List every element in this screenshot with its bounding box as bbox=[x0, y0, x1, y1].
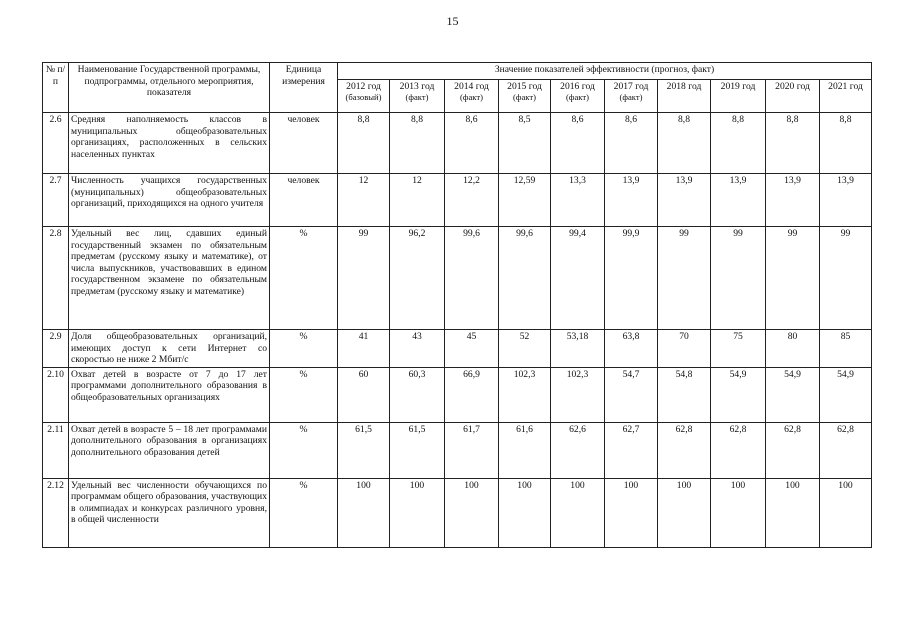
header-row-1 bbox=[43, 63, 872, 80]
unit-of-measure: % bbox=[270, 330, 338, 368]
row-number: 2.8 bbox=[43, 227, 69, 330]
row-number: 2.11 bbox=[43, 422, 69, 478]
indicator-value: 13,9 bbox=[766, 174, 820, 227]
header-year bbox=[390, 80, 445, 113]
indicator-value: 99 bbox=[338, 227, 390, 330]
indicators-table bbox=[42, 62, 872, 548]
indicator-name: Численность учащихся государственных (муниципальных) общеобразовательных организаций, приходящихся на одного учителя bbox=[69, 174, 270, 227]
header-year bbox=[766, 80, 820, 113]
indicator-value: 8,8 bbox=[338, 113, 390, 174]
row-number: 2.7 bbox=[43, 174, 69, 227]
unit-of-measure: % bbox=[270, 422, 338, 478]
indicator-value: 13,9 bbox=[605, 174, 658, 227]
header-year bbox=[658, 80, 711, 113]
indicator-value: 61,6 bbox=[499, 422, 551, 478]
indicator-value: 62,8 bbox=[658, 422, 711, 478]
indicator-value: 12 bbox=[338, 174, 390, 227]
indicator-value: 61,5 bbox=[390, 422, 445, 478]
header-year bbox=[711, 80, 766, 113]
indicator-value: 12,2 bbox=[445, 174, 499, 227]
header-year-tag: (факт) bbox=[513, 92, 536, 102]
indicator-value: 8,8 bbox=[820, 113, 872, 174]
header-year-label: 2016 год bbox=[560, 81, 595, 92]
indicator-value: 75 bbox=[711, 330, 766, 368]
header-year-tag: (факт) bbox=[566, 92, 589, 102]
indicator-value: 13,9 bbox=[820, 174, 872, 227]
indicator-value: 99 bbox=[820, 227, 872, 330]
indicator-value: 12,59 bbox=[499, 174, 551, 227]
header-year-label: 2017 год bbox=[613, 81, 649, 92]
row-number: 2.10 bbox=[43, 367, 69, 422]
indicator-value: 62,8 bbox=[820, 422, 872, 478]
indicator-value: 99,6 bbox=[499, 227, 551, 330]
header-year-label: 2014 год bbox=[454, 81, 489, 92]
indicator-value: 100 bbox=[338, 478, 390, 547]
header-values-group: Значение показателей эффективности (прогноз, факт) bbox=[338, 63, 872, 80]
unit-of-measure: % bbox=[270, 478, 338, 547]
table-row bbox=[43, 478, 872, 547]
header-year-label: 2013 год bbox=[399, 81, 435, 92]
indicator-value: 100 bbox=[499, 478, 551, 547]
row-number: 2.9 bbox=[43, 330, 69, 368]
indicator-value: 54,9 bbox=[820, 367, 872, 422]
indicator-value: 102,3 bbox=[499, 367, 551, 422]
row-number: 2.6 bbox=[43, 113, 69, 174]
indicator-value: 62,8 bbox=[766, 422, 820, 478]
indicator-value: 99 bbox=[711, 227, 766, 330]
indicator-value: 62,7 bbox=[605, 422, 658, 478]
indicator-value: 99,9 bbox=[605, 227, 658, 330]
header-year bbox=[499, 80, 551, 113]
indicator-value: 100 bbox=[820, 478, 872, 547]
indicator-value: 100 bbox=[766, 478, 820, 547]
indicator-value: 61,5 bbox=[338, 422, 390, 478]
indicator-value: 102,3 bbox=[551, 367, 605, 422]
indicator-value: 100 bbox=[658, 478, 711, 547]
indicator-value: 70 bbox=[658, 330, 711, 368]
indicator-value: 100 bbox=[551, 478, 605, 547]
indicator-value: 100 bbox=[390, 478, 445, 547]
header-num: № п/п bbox=[43, 63, 69, 113]
indicator-value: 52 bbox=[499, 330, 551, 368]
table-row bbox=[43, 422, 872, 478]
indicator-value: 8,6 bbox=[445, 113, 499, 174]
unit-of-measure: человек bbox=[270, 113, 338, 174]
indicator-value: 8,6 bbox=[605, 113, 658, 174]
header-year bbox=[820, 80, 872, 113]
indicator-name: Охват детей в возрасте от 7 до 17 лет программами дополнительного образования в общеобразовательных организациях bbox=[69, 367, 270, 422]
indicator-value: 96,2 bbox=[390, 227, 445, 330]
indicator-value: 12 bbox=[390, 174, 445, 227]
indicator-value: 62,6 bbox=[551, 422, 605, 478]
indicator-value: 99 bbox=[658, 227, 711, 330]
indicator-value: 54,8 bbox=[658, 367, 711, 422]
header-unit: Единица измерения bbox=[270, 63, 338, 113]
indicator-value: 8,8 bbox=[711, 113, 766, 174]
indicator-value: 13,9 bbox=[658, 174, 711, 227]
header-year-label: 2019 год bbox=[720, 81, 756, 92]
indicator-value: 61,7 bbox=[445, 422, 499, 478]
indicator-value: 13,3 bbox=[551, 174, 605, 227]
header-year-label: 2012 год bbox=[346, 81, 381, 92]
indicator-value: 100 bbox=[711, 478, 766, 547]
indicator-name: Доля общеобразовательных организаций, имеющих доступ к сети Интернет со скоростью не ниже 2 Мбит/с bbox=[69, 330, 270, 368]
indicator-value: 43 bbox=[390, 330, 445, 368]
header-year-label: 2021 год bbox=[828, 81, 863, 92]
unit-of-measure: % bbox=[270, 227, 338, 330]
header-name: Наименование Государственной программы, подпрограммы, отдельного мероприятия, показателя bbox=[69, 63, 270, 113]
indicator-value: 60,3 bbox=[390, 367, 445, 422]
indicator-value: 99,6 bbox=[445, 227, 499, 330]
table-row bbox=[43, 113, 872, 174]
indicator-value: 41 bbox=[338, 330, 390, 368]
unit-of-measure: % bbox=[270, 367, 338, 422]
indicator-value: 62,8 bbox=[711, 422, 766, 478]
table-row bbox=[43, 174, 872, 227]
page-number: 15 bbox=[446, 14, 459, 28]
indicator-value: 85 bbox=[820, 330, 872, 368]
indicator-value: 8,8 bbox=[658, 113, 711, 174]
header-year-tag: (факт) bbox=[460, 92, 483, 102]
table-row bbox=[43, 330, 872, 368]
indicator-value: 54,7 bbox=[605, 367, 658, 422]
header-year-label: 2015 год bbox=[507, 81, 542, 92]
header-year bbox=[338, 80, 390, 113]
indicator-value: 99,4 bbox=[551, 227, 605, 330]
indicator-value: 99 bbox=[766, 227, 820, 330]
unit-of-measure: человек bbox=[270, 174, 338, 227]
indicator-value: 63,8 bbox=[605, 330, 658, 368]
indicator-value: 54,9 bbox=[766, 367, 820, 422]
indicator-value: 54,9 bbox=[711, 367, 766, 422]
header-year bbox=[605, 80, 658, 113]
header-year-label: 2020 год bbox=[775, 81, 810, 92]
indicator-value: 100 bbox=[605, 478, 658, 547]
row-number: 2.12 bbox=[43, 478, 69, 547]
indicator-name: Средняя наполняемость классов в муниципальных общеобразовательных организациях, расположенных в сельских населенных пунктах bbox=[69, 113, 270, 174]
indicator-name: Удельный вес лиц, сдавших единый государственный экзамен по обязательным предметам (русскому языку и математике), от числа выпускников, участвовавших в едином государственном экзамене по обязательным предметам (русскому языку и математике) bbox=[69, 227, 270, 330]
header-year bbox=[445, 80, 499, 113]
table-body bbox=[43, 113, 872, 548]
indicator-name: Удельный вес численности обучающихся по программам общего образования, участвующих в олимпиадах и конкурсах различного уровня, в общей численности bbox=[69, 478, 270, 547]
table-row bbox=[43, 227, 872, 330]
indicator-value: 8,8 bbox=[766, 113, 820, 174]
header-year-tag: (базовый) bbox=[345, 92, 382, 102]
indicator-value: 60 bbox=[338, 367, 390, 422]
header-year-tag: (факт) bbox=[619, 92, 643, 102]
header-year bbox=[551, 80, 605, 113]
indicator-value: 8,6 bbox=[551, 113, 605, 174]
table-row bbox=[43, 367, 872, 422]
indicator-value: 13,9 bbox=[711, 174, 766, 227]
indicator-name: Охват детей в возрасте 5 – 18 лет программами дополнительного образования в организациях дополнительного образования детей bbox=[69, 422, 270, 478]
indicator-value: 100 bbox=[445, 478, 499, 547]
indicator-value: 8,5 bbox=[499, 113, 551, 174]
indicator-value: 80 bbox=[766, 330, 820, 368]
indicator-value: 66,9 bbox=[445, 367, 499, 422]
indicator-value: 53,18 bbox=[551, 330, 605, 368]
header-year-label: 2018 год bbox=[666, 81, 702, 92]
indicator-value: 45 bbox=[445, 330, 499, 368]
header-year-tag: (факт) bbox=[405, 92, 429, 102]
indicator-value: 8,8 bbox=[390, 113, 445, 174]
